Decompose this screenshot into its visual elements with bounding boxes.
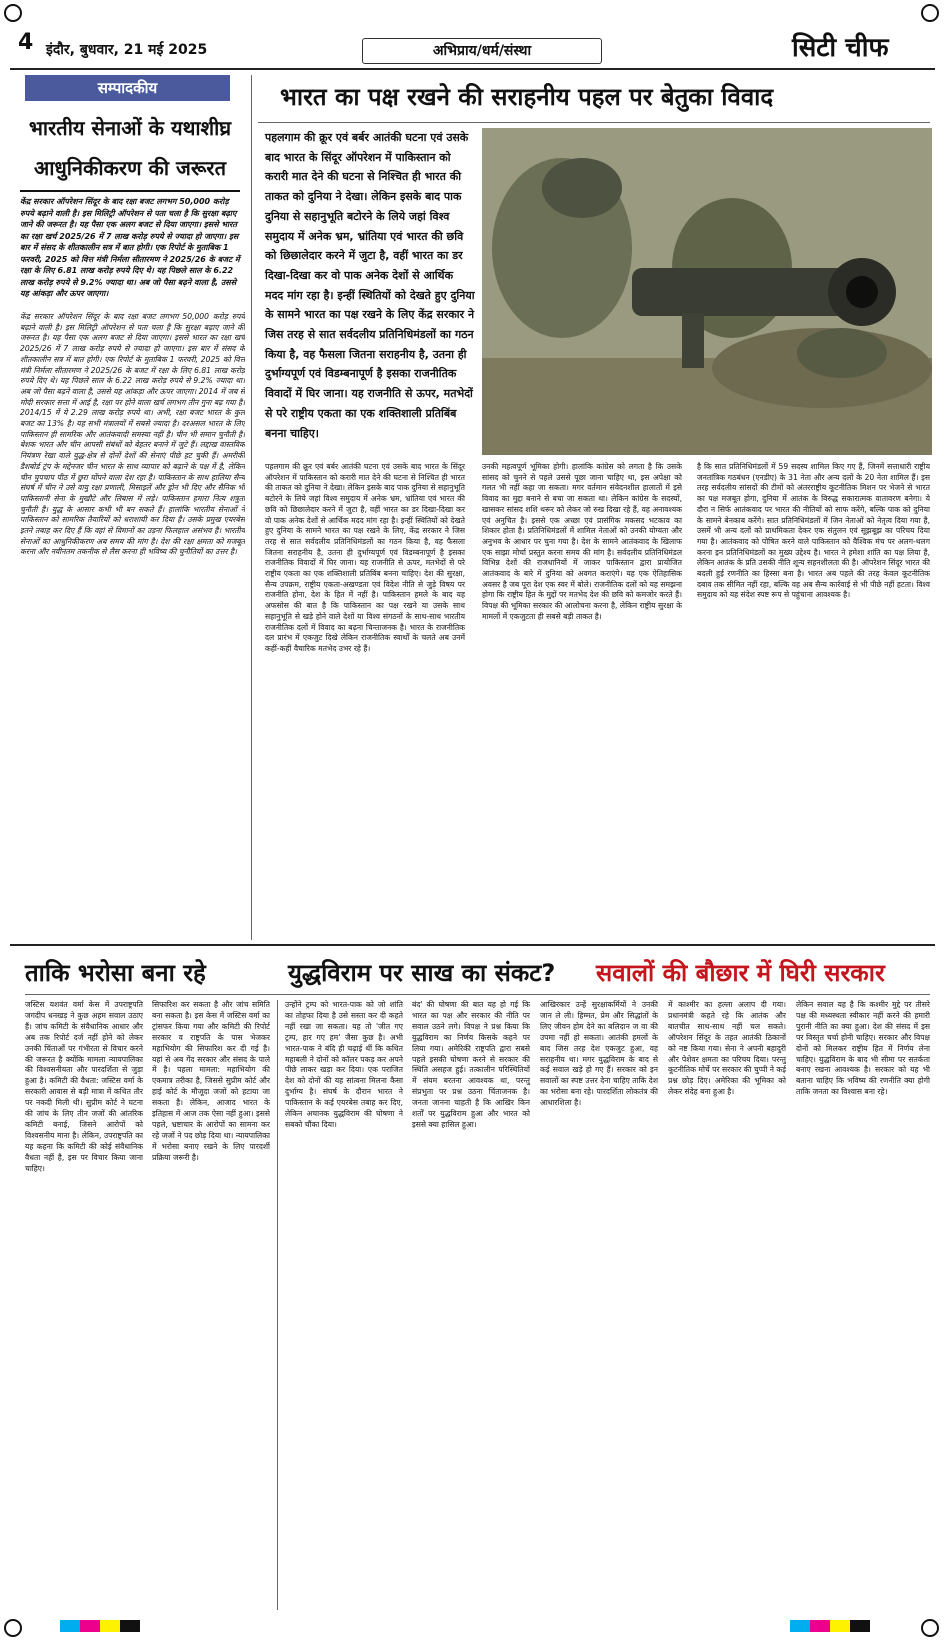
- main-column-2: उनकी महत्वपूर्ण भूमिका होगी। हालांकि कांग्रेस को लगता है कि उसके सांसद को चुनने से पहले उससे पूछा जाना चाहिए था, इस अपेक्षा को गलत भी नहीं कहा जा सकता। मगर वर्तमान संवेदनशील हालातों में इसे विवाद का मुद्दा बनाने से बचा जा सकता था। लेकिन कांग्रेस के सदस्यों, खासकर सांसद शशि थरूर को लेकर जो रुख दिखा रहे हैं, वह अनावश्यक एवं अनुचित है। इससे एक अच्छा एवं प्रासंगिक मकसद भटकाव का शिकार होता है। प्रतिनिधिमंडलों में शामिल नेताओं को उनकी योग्यता और अनुभव के आधार पर चुना गया है। देश के सामने आतंकवाद के खिलाफ एक साझा मोर्चा प्रस्तुत करना समय की मांग है। सर्वदलीय प्रतिनिधिमंडल विभिन्न देशों की राजधानियों में जाकर पाकिस्तान द्वारा प्रायोजित आतंकवाद के बारे में दुनिया को अवगत कराएंगे। यह एक ऐतिहासिक अवसर है जब पूरा देश एक स्वर में बोले। राजनीतिक दलों को यह समझना होगा कि राष्ट्रीय हित के मुद्दों पर मतभेद देश की छवि को कमजोर करते हैं। विपक्ष की भूमिका सरकार की आलोचना करना है, लेकिन राष्ट्रीय सुरक्षा के मामलों में एकजुटता ही सबसे बड़ी ताकत है।: [482, 462, 682, 621]
- page-number: 4: [18, 30, 34, 55]
- registration-mark-icon: [921, 1619, 939, 1637]
- sub-column-1: जस्टिस यशवंत वर्मा केस में उपराष्ट्रपति जगदीप धनखड़ ने कुछ अहम सवाल उठाए हैं। जांच कमिटी के संवैधानिक आधार और अब तक रिपोर्ट दर्ज नहीं होने को लेकर उनकी चिंताओं पर गंभीरता से विचार करने की जरूरत है क्योंकि मामला न्यायपालिका की विश्वसनीयता और पारदर्शिता से जुड़ा हुआ है। कमिटी की वैधता: जस्टिस वर्मा के सरकारी आवास से बड़ी मात्रा में कथित तौर पर नकदी मिली थी। सुप्रीम कोर्ट ने घटना की जांच के लिए तीन जजों की आंतरिक कमिटी बनाई, जिसने आरोपों को विश्वसनीय माना है। लेकिन, उपराष्ट्रपति का यह कहना कि कमिटी की कोई संवैधानिक वैधता नहीं है, इस पर विचार किया जाना चाहिए।: [25, 1000, 143, 1173]
- bottom-headline: युद्धविराम पर साख का संकट?: [288, 959, 556, 987]
- registration-mark-icon: [4, 1619, 22, 1637]
- headline-divider: [25, 994, 930, 995]
- bottom-headline-red: सवालों की बौछार में घिरी सरकार: [596, 959, 885, 987]
- color-bar-left: [60, 1620, 140, 1632]
- registration-mark-icon: [4, 4, 22, 22]
- editorial-label: सम्पादकीय: [25, 75, 230, 101]
- headline-divider: [258, 122, 930, 123]
- bottom-column-5: लेकिन सवाल यह है कि कश्मीर मुद्दे पर तीसरे पक्ष की मध्यस्थता स्वीकार नहीं करने की हमारी पुरानी नीति का क्या हुआ। देश की संसद में इस पर विस्तृत चर्चा होनी चाहिए। सरकार और विपक्ष दोनों को मिलकर राष्ट्रीय हित में निर्णय लेना चाहिए। युद्धविराम के बाद भी सीमा पर सतर्कता बनाए रखना आवश्यक है। सरकार को यह भी बताना चाहिए कि भविष्य की रणनीति क्या होगी ताकि जनता का विश्वास बना रहे।: [796, 1000, 930, 1097]
- column-divider: [277, 1000, 278, 1610]
- editorial-lead: केंद्र सरकार ऑपरेशन सिंदूर के बाद रक्षा बजट लगभग 50,000 करोड़ रुपये बढ़ाने वाली है। इस मिलिट्री ऑपरेशन से पता चला है कि सुरक्षा बढ़ाए जाने की जरूरत है। यह पैसा एक अलग बजट से दिया जाएगा। इससे भारत का रक्षा खर्च 2025/26 में 7 लाख करोड़ रुपये से ज्यादा हो जाएगा। इस बार में संसद के शीतकालीन सत्र में बात होगी। एक रिपोर्ट के मुताबिक 1 फरवरी, 2025 को वित्त मंत्री निर्मला सीतारमण ने 2025/26 के बजट में रक्षा के लिए 6.81 लाख करोड़ रुपये दिए थे। यह पिछले साल के 6.22 लाख करोड़ रुपये से 9.2% ज्यादा था। अब जो पैसा बढ़ने वाला है, उससे यह आंकड़ा और ऊपर जाएगा।: [20, 197, 240, 298]
- section-label: अभिप्राय/धर्म/संस्था: [362, 38, 602, 64]
- editorial-divider: [20, 190, 240, 192]
- editorial-body: केंद्र सरकार ऑपरेशन सिंदूर के बाद रक्षा बजट लगभग 50,000 करोड़ रुपये बढ़ाने वाली है। इस मिलिट्री ऑपरेशन से पता चला है कि सुरक्षा बढ़ाए जाने की जरूरत है। यह पैसा एक अलग बजट से दिया जाएगा। इससे भारत का रक्षा खर्च 2025/26 में 7 लाख करोड़ रुपये से ज्यादा हो जाएगा। इस बार में संसद के शीतकालीन सत्र में बात होगी। एक रिपोर्ट के मुताबिक 1 फरवरी, 2025 को वित्त मंत्री निर्मला सीतारमण ने 2025/26 के बजट में रक्षा के लिए 6.81 लाख करोड़ रुपये दिए थे। यह पिछले साल के 6.22 लाख करोड़ रुपये से 9.2% ज्यादा था। अब जो पैसा बढ़ने वाला है, उससे यह आंकड़ा और ऊपर जाएगा। 2014 में जब से मोदी सरकार सत्ता में आई है, रक्षा पर होने वाला खर्च लगभग तीन गुना बढ़ गया है। 2014/15 में ये 2.29 लाख करोड़ रुपये था। अभी, रक्षा बजट भारत के कुल बजट का 13% है। यह सभी मंत्रालयों में सबसे ज्यादा है। दरअसल भारत के लिए पाकिस्तान ही सामरिक और आतंकवादी समस्या नहीं है। चीन भी समान चुनौती है। बेशक भारत और चीन आपसी संबंधों को बेहतर बनाने में जुटे हैं। लद्दाख वास्तविक नियंत्रण रेखा वाले युद्ध-क्षेत्र से दोनों देशों की सेनाएं पीछे हट चुकी हैं। अमरीकी डैशबोर्ड ट्रंप के मद्देनजर चीन भारत के साथ व्यापार को बढ़ाने के पक्ष में है, लेकिन चीन चुपचाप पीठ में छुरा घोंपने वाला देश रहा है। पाकिस्तान के साथ हालिया सैन्य संघर्ष में चीन ने उसे वायु रक्षा प्रणाली, मिसाइलें और ड्रोन भी दिए और सैनिक भी पाकिस्तानी सेना के मुखौटे और लिबास में लड़े। पाकिस्तान हमारा नित्य शत्रुता चुनौती है। युद्ध के आसार कभी भी बन सकते हैं। हालांकि भारतीय सेनाओं ने पाकिस्तान को सामरिक तैयारियों को धराशायी कर दिया है। उसके प्रमुख एयरबेस इतने तबाह कर दिए हैं कि वहां से विमानों का उड़ना फिलहाल असंभव है। भारतीय सेनाओं का आधुनिकीकरण अब समय की मांग है। देश की रक्षा क्षमता को मजबूत करना और नवीनतम तकनीक से लैस करना ही भविष्य की चुनौतियों का उत्तर है।: [20, 312, 245, 557]
- sub-column-2: सिफारिश कर सकता है और जांच समिति बना सकता है। इस केस में जस्टिस वर्मा का ट्रांसफर किया गया और कमिटी की रिपोर्ट सरकार व राष्ट्रपति के पास भेजकर महाभियोग की सिफारिश कर दी गई है। यहां से अब गेंद सरकार और संसद के पाले में है। पहला मामला: महाभियोग की एकमात्र तरीका है, जिससे सुप्रीम कोर्ट और हाई कोर्ट के मौजूदा जजों को हटाया जा सकता है। लेकिन, आजाद भारत के इतिहास में आज तक ऐसा नहीं हुआ। इससे पहले, भ्रष्टाचार के आरोपों का सामना कर रहे जजों ने पद छोड़ दिया था। न्यायपालिका में भरोसा बनाए रखने के लिए पारदर्शी प्रक्रिया जरूरी है।: [152, 1000, 270, 1162]
- bottom-column-3: आखिरकार उन्हें सुरक्षाकर्मियों ने उनकी जान ले ली। हिम्मत, प्रेम और सिद्धांतों के लिए जीवन होम देने का बलिदान ज वा की उपमा नहीं हो सकता। आतंकी हमलों के बाद जिस तरह देश एकजुट हुआ, वह सराहनीय था। मगर युद्धविराम के बाद से कई सवाल खड़े हो गए हैं। सरकार को इन सवालों का स्पष्ट उत्तर देना चाहिए ताकि देश का भरोसा बना रहे। पारदर्शिता लोकतंत्र की आधारशिला है।: [540, 1000, 658, 1108]
- section-divider: [10, 944, 935, 946]
- newspaper-name: सिटी चीफ: [792, 33, 889, 63]
- soldiers-photo: [482, 128, 932, 455]
- soldiers-with-launcher-image: [482, 128, 932, 455]
- main-column-3: है कि सात प्रतिनिधिमंडलों में 59 सदस्य शामिल किए गए हैं, जिनमें सत्ताधारी राष्ट्रीय जनतांत्रिक गठबंधन (एनडीए) के 31 नेता और अन्य दलों के 20 नेता शामिल हैं। इस तरह सर्वदलीय सांसदों की टीमों को अंतरराष्ट्रीय कूटनीतिक मिशन पर भेजने से भारत का पक्ष मजबूत होगा, दुनिया में आतंक के विरुद्ध सकारात्मक वातावरण बनेगा। ये दौरा न सिर्फ आतंकवाद पर भारत की नीतियों को साफ करेंगे, बल्कि पाक को दुनिया के सामने बेनकाब करेंगे। सात प्रतिनिधिमंडलों में जिन नेताओं को नेतृत्व दिया गया है, उसमें भी अन्य दलों को प्राथमिकता देकर एक संतुलन एवं सूझबूझ का परिचय दिया गया है। आतंकवाद को पोषित करने वाले पाकिस्तान को वैश्विक मंच पर अलग-थलग करना इन प्रतिनिधिमंडलों का मुख्य उद्देश्य है। भारत ने हमेशा शांति का पक्ष लिया है, लेकिन आतंक के प्रति उसकी नीति शून्य सहनशीलता की है। ऑपरेशन सिंदूर भारत की बदली हुई रणनीति का हिस्सा बना है। भारत अब पहले की तरह केवल कूटनीतिक दबाव तक सीमित नहीं रहा, बल्कि वह अब सैन्य कार्रवाई से भी पीछे नहीं हटता। विश्व समुदाय को यह संदेश स्पष्ट रूप से पहुंचाना आवश्यक है।: [697, 462, 930, 600]
- main-column-1: पहलगाम की क्रूर एवं बर्बर आतंकी घटना एवं उसके बाद भारत के सिंदूर ऑपरेशन में पाकिस्तान को करारी मात देने की घटना से निश्चित ही भारत की ताकत को दुनिया ने देखा। लेकिन इसके बाद पाक दुनिया से सहानुभूति बटोरने के लिये जहां विश्व समुदाय में अनेक भ्रम, भ्रांतिया एवं भारत की छवि को छिछालेदार करने में जुटा है, वहीं भारत का डर दिखा-दिखा कर वो पाक अनेक देशों से आर्थिक मदद मांग रहा है। इन्हीं स्थितियों को देखते हुए दुनिया के सामने भारत का पक्ष रखने के लिए, केंद्र सरकार ने जिस तरह से सात सर्वदलीय प्रतिनिधिमंडलों का गठन किया है, वह फैसला जितना सराहनीय है, उतना ही दुर्भाग्यपूर्ण एवं विडम्बनापूर्ण है इसका राजनीतिक विवादों में घिर जाना। यह राजनीति से ऊपर, मतभेदों से परे राष्ट्रीय एकता का एक शक्तिशाली प्रतिबिंब बनना चाहिए। देश की सुरक्षा, सैन्य उपक्रम, राष्ट्रीय एकता-अखण्डता एवं विदेश नीति से जुड़े विषय पर राजनीति होना, देश के हित में नहीं है। पाकिस्तान हमले के बाद यह अफसोस की बात है कि पाकिस्तान का पक्ष रखने या उसके साथ सहानुभूति से खड़े होने वाले देशों या विश्व संगठनों के साथ-साथ भारतीय राजनीतिक दलों में विवाद का बढ़ना चिन्ताजनक है। भारत के राजनीतिक दल प्रारंभ में एकजुट दिखे लेकिन राजनीतिक स्वार्थों के चलते अब उनमें कहीं-कहीं वैचारिक मतभेद उभर रहे हैं।: [265, 462, 465, 653]
- main-headline: भारत का पक्ष रखने की सराहनीय पहल पर बेतुका विवाद: [280, 83, 774, 111]
- color-bar-right: [790, 1620, 870, 1632]
- bottom-column-2: बंद' की घोषणा की बात यह हो गई कि भारत का पक्ष और सरकार की नीति पर सवाल उठने लगे। विपक्ष ने प्रश्न किया कि युद्धविराम का निर्णय किसके कहने पर लिया गया। अमेरिकी राष्ट्रपति द्वारा सबसे पहले इसकी घोषणा करने से सरकार की स्थिति असहज हुई। तत्कालीन परिस्थितियों में संयम बरतना आवश्यक था, परन्तु संप्रभुता पर प्रश्न उठना चिंताजनक है। जनता जानना चाहती है कि आखिर किन शर्तों पर युद्धविराम हुआ और भारत को इससे क्या हासिल हुआ।: [412, 1000, 530, 1129]
- main-intro: पहलगाम की क्रूर एवं बर्बर आतंकी घटना एवं उसके बाद भारत के सिंदूर ऑपरेशन में पाकिस्तान को करारी मात देने की घटना से निश्चित ही भारत की ताकत को दुनिया ने देखा। लेकिन इसके बाद पाक दुनिया से सहानुभूति बटोरने के लिये जहां विश्व समुदाय में अनेक भ्रम, भ्रांतिया एवं भारत की छवि को छिछालेदार करने में जुटा है, वहीं भारत का डर दिखा-दिखा कर वो पाक अनेक देशों से आर्थिक मदद मांग रहा है। इन्हीं स्थितियों को देखते हुए दुनिया के सामने भारत का पक्ष रखने के लिए केंद्र सरकार ने जिस तरह से सात सर्वदलीय प्रतिनिधिमंडलों का गठन किया है, वह फैसला जितना सराहनीय है, उतना ही दुर्भाग्यपूर्ण एवं विडम्बनापूर्ण है इसका राजनीतिक विवादों में घिर जाना। यह राजनीति से ऊपर, मतभेदों से परे राष्ट्रीय एकता का एक शक्तिशाली प्रतिबिंब बनना चाहिए।: [265, 131, 475, 440]
- registration-mark-icon: [921, 4, 939, 22]
- header-divider: [10, 68, 935, 70]
- editorial-title: भारतीय सेनाओं के यथाशीघ्र आधुनिकीकरण की जरूरत: [28, 116, 232, 180]
- column-divider: [251, 75, 252, 940]
- bottom-column-4: में काश्मीर का हल्ला अलाप दी गया। प्रधानमंत्री कहते रहे कि आतंक और बातचीत साथ-साथ नहीं चल सकते। ऑपरेशन सिंदूर के तहत आतंकी ठिकानों को नष्ट किया गया। सेना ने अपनी बहादुरी और पेशेवर क्षमता का परिचय दिया। परन्तु कूटनीतिक मोर्चे पर सरकार की चुप्पी ने कई प्रश्न छोड़ दिए। अमेरिका की भूमिका को लेकर संदेह बना हुआ है।: [668, 1000, 786, 1097]
- edition-date: इंदौर, बुधवार, 21 मई 2025: [46, 42, 208, 58]
- bottom-column-1: उन्होंने ट्रम्प को भारत-पाक को जो शांति का तोहफा दिया है उसे सस्ता कर दी कहते नहीं रखा जा सकता। यह तो 'जीत गए ट्रम्प, हार गए हम' जैसा कुछ है। अभी भारत-पाक ने बंदि ही चढ़ाई थीं कि कथित महाबली ने दोनों को कॉलर पकड़ कर अपने पीछे लाकर खड़ा कर दिया। एक पराजित देश को दोनों की यह सांत्वना मिलना कैसा दुर्भाग्य है। संघर्ष के दौरान भारत ने पाकिस्तान के कई एयरबेस तबाह कर दिए, लेकिन अचानक युद्धविराम की घोषणा ने सबको चौंका दिया।: [285, 1000, 403, 1129]
- sub-headline: ताकि भरोसा बना रहे: [25, 959, 206, 987]
